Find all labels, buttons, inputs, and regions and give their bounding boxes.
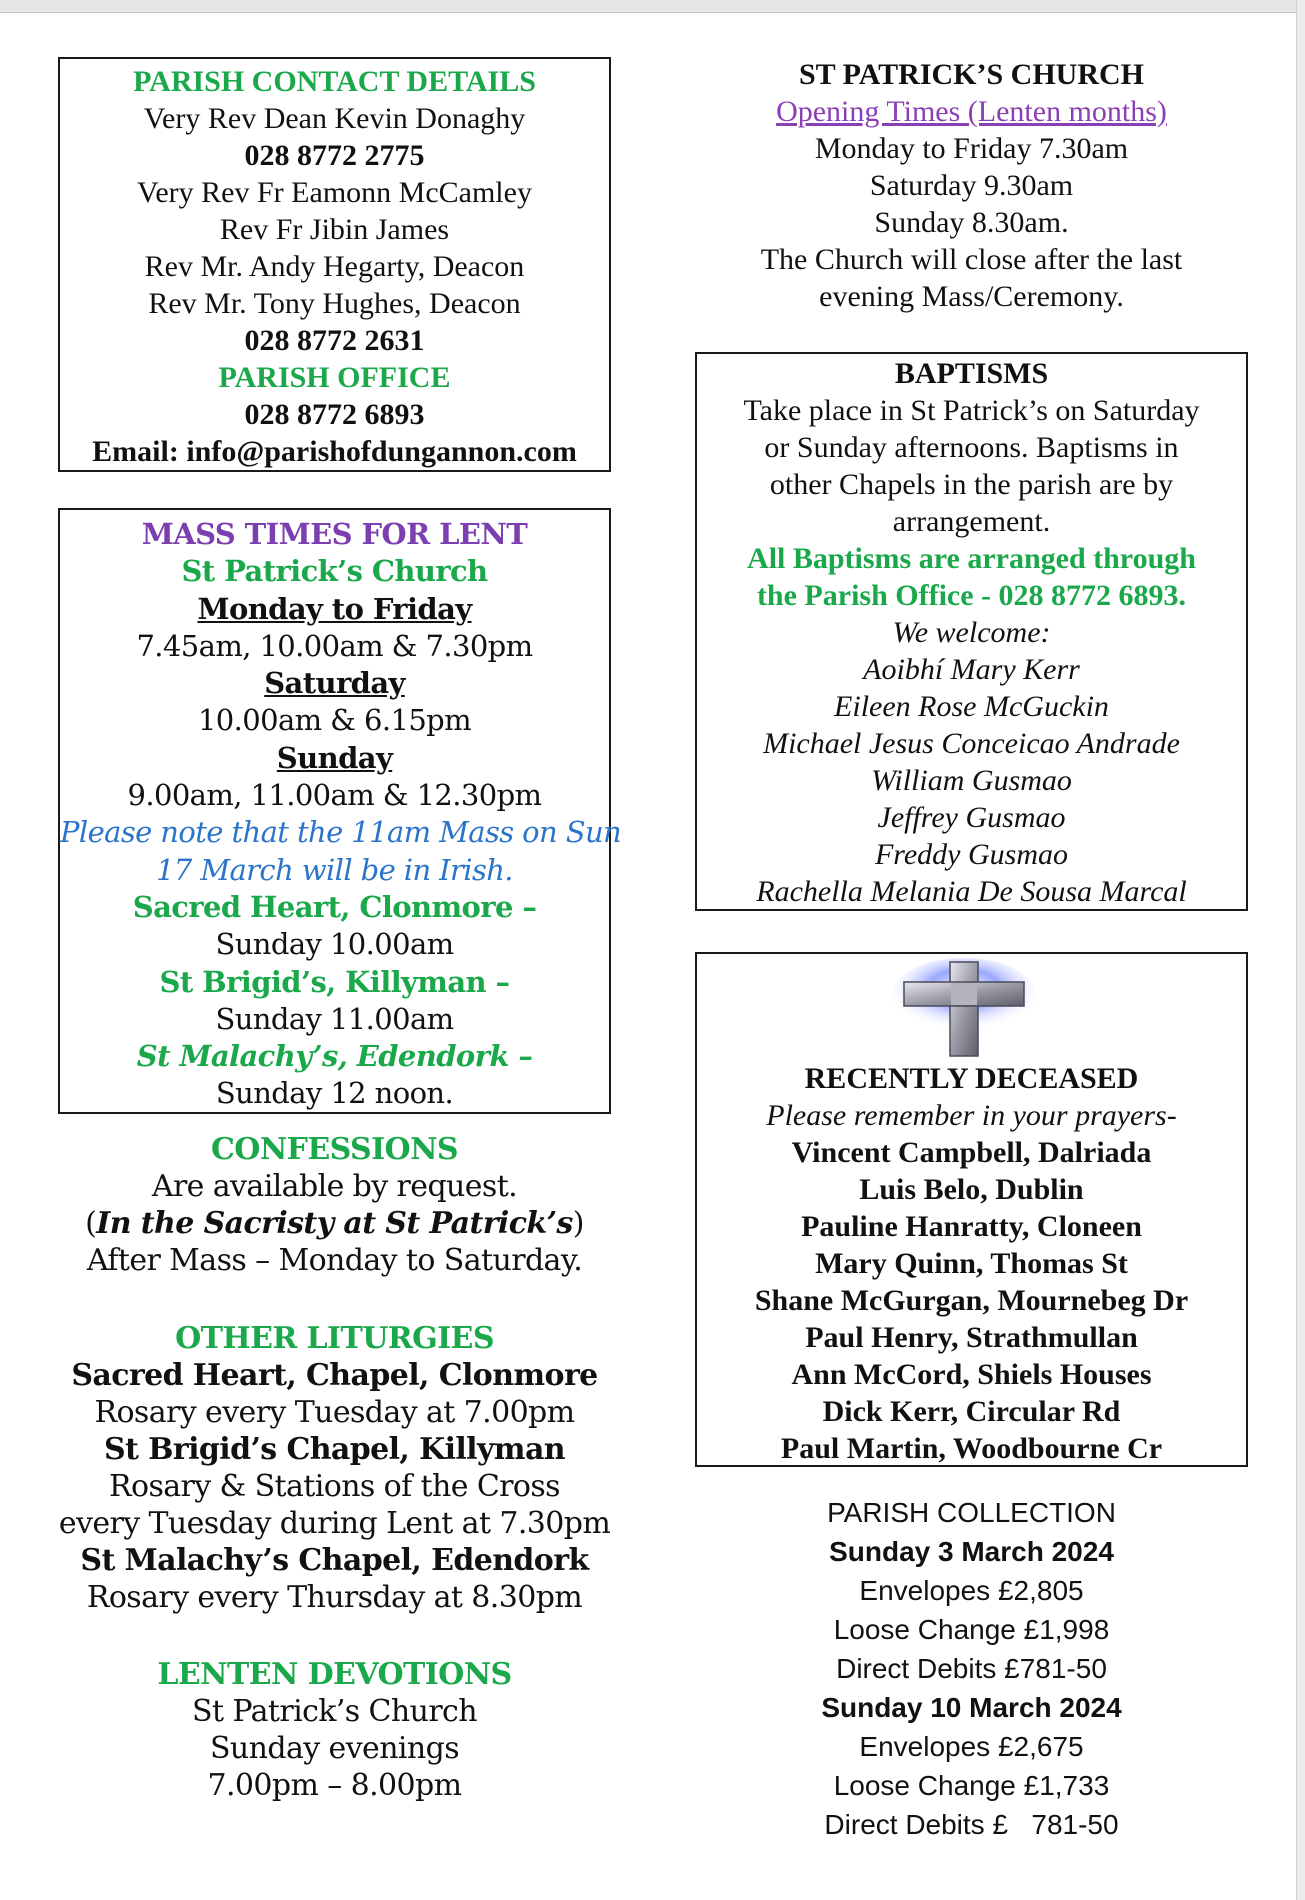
office-heading: PARISH OFFICE [218,361,451,394]
mass-clonmore-time: Sunday 10.00am [215,927,454,962]
baptism-name: Eileen Rose McGuckin [834,690,1109,723]
baptism-name: Rachella Melania De Sousa Marcal [756,875,1187,908]
contact-phone: 028 8772 2631 [244,324,425,357]
devotions-heading: LENTEN DEVOTIONS [157,1657,512,1692]
cross-icon [890,958,1038,1058]
baptisms-note: the Parish Office - 028 8772 6893. [756,579,1187,612]
baptisms-text: Take place in St Patrick’s on Saturday [743,394,1200,427]
baptism-name: Jeffrey Gusmao [877,801,1066,834]
baptisms-note: All Baptisms are arranged through [747,542,1196,575]
baptisms-box [695,352,1248,911]
opening-line: Monday to Friday 7.30am [814,132,1129,165]
church-opening-section [695,56,1248,315]
confessions-line: Are available by request. [151,1169,518,1204]
baptisms-welcome: We welcome: [892,616,1051,649]
baptism-name: Michael Jesus Conceicao Andrade [763,727,1180,760]
collection-date: Sunday 10 March 2024 [821,1692,1122,1723]
mass-clonmore: Sacred Heart, Clonmore – [132,889,537,924]
collection-amount: Loose Change £1,733 [833,1770,1110,1801]
deceased-name: Luis Belo, Dublin [859,1173,1084,1206]
contact-line: Very Rev Dean Kevin Donaghy [143,102,526,135]
collection-amount: Envelopes £2,675 [859,1731,1084,1762]
right-border [1296,0,1305,1900]
opening-line: Saturday 9.30am [869,169,1074,202]
confessions-heading: CONFESSIONS [211,1132,458,1167]
other-liturgies-section [58,1320,611,1616]
mass-heading: MASS TIMES FOR LENT [141,517,528,551]
confessions-line: After Mass – Monday to Saturday. [86,1243,583,1278]
deceased-subheading: Please remember in your prayers- [766,1099,1177,1132]
mass-sunday-times: 9.00am, 11.00am & 12.30pm [127,778,542,813]
deceased-name: Paul Martin, Woodbourne Cr [780,1432,1163,1465]
devotions-line: 7.00pm – 8.00pm [207,1768,462,1803]
mass-note: Please note that the 11am Mass on Sun [60,815,622,850]
baptism-name: Aoibhí Mary Kerr [863,653,1080,686]
liturgy-chapel: Sacred Heart, Chapel, Clonmore [71,1358,598,1393]
deceased-heading: RECENTLY DECEASED [804,1062,1139,1095]
deceased-name: Pauline Hanratty, Cloneen [801,1210,1142,1243]
opening-line: Sunday 8.30am. [874,206,1069,239]
deceased-name: Mary Quinn, Thomas St [815,1247,1128,1280]
mass-times-box [58,508,622,1114]
mass-edendork: St Malachy’s, Edendork – [136,1039,533,1074]
deceased-name: Dick Kerr, Circular Rd [822,1395,1121,1428]
devotions-line: Sunday evenings [209,1731,460,1766]
mass-killyman: St Brigid’s, Killyman – [159,964,510,999]
deceased-name: Paul Henry, Strathmullan [805,1321,1138,1354]
opening-line: The Church will close after the last [760,243,1183,276]
baptisms-heading: BAPTISMS [894,357,1049,390]
opening-times-link[interactable]: Opening Times (Lenten months) [776,95,1167,128]
parish-collection-section [695,1493,1248,1844]
contact-line: Rev Mr. Andy Hegarty, Deacon [144,250,525,283]
contact-heading: PARISH CONTACT DETAILS [133,65,536,98]
deceased-name: Ann McCord, Shiels Houses [791,1358,1152,1391]
liturgies-heading: OTHER LITURGIES [175,1321,494,1356]
collection-heading: PARISH COLLECTION [827,1497,1116,1528]
mass-edendork-time: Sunday 12 noon. [215,1076,454,1111]
devotions-line: St Patrick’s Church [192,1694,477,1729]
collection-amount: Direct Debits £781-50 [836,1653,1107,1684]
baptisms-text: arrangement. [892,505,1051,538]
liturgy-chapel: St Brigid’s Chapel, Killyman [103,1432,566,1467]
mass-saturday-times: 10.00am & 6.15pm [197,703,472,738]
deceased-name: Vincent Campbell, Dalriada [791,1136,1152,1169]
mass-saturday-label: Saturday [264,666,405,701]
liturgy-detail: Rosary & Stations of the Cross [109,1469,560,1504]
baptisms-text: other Chapels in the parish are by [769,468,1174,501]
baptism-name: William Gusmao [871,764,1072,797]
office-phone: 028 8772 6893 [244,398,425,431]
mass-weekday-times: 7.45am, 10.00am & 7.30pm [136,628,533,663]
contact-phone: 028 8772 2775 [244,139,425,172]
top-border [0,0,1305,13]
mass-church: St Patrick’s Church [181,554,488,589]
liturgy-detail: every Tuesday during Lent at 7.30pm [58,1506,611,1541]
confessions-line: (In the Sacristy at St Patrick’s) [85,1206,584,1241]
office-email: Email: info@parishofdungannon.com [92,435,577,468]
contact-line: Rev Mr. Tony Hughes, Deacon [148,287,521,320]
lenten-devotions-section [58,1656,611,1804]
collection-date: Sunday 3 March 2024 [829,1536,1114,1567]
baptism-name: Freddy Gusmao [874,838,1069,871]
opening-line: evening Mass/Ceremony. [819,280,1124,313]
mass-note: 17 March will be in Irish. [156,852,513,887]
opening-heading: ST PATRICK’S CHURCH [798,58,1145,91]
mass-sunday-label: Sunday [276,740,393,775]
deceased-name: Shane McGurgan, Mournebeg Dr [754,1284,1189,1317]
recently-deceased-box [695,952,1248,1467]
contact-line: Very Rev Fr Eamonn McCamley [137,176,532,209]
confessions-section [58,1131,611,1279]
liturgy-detail: Rosary every Thursday at 8.30pm [86,1580,583,1615]
liturgy-chapel: St Malachy’s Chapel, Edendork [80,1543,589,1578]
collection-amount: Envelopes £2,805 [859,1575,1084,1606]
mass-killyman-time: Sunday 11.00am [215,1001,454,1036]
parish-contact-box [58,57,611,472]
mass-weekday-label: Monday to Friday [197,591,472,626]
contact-line: Rev Fr Jibin James [219,213,450,246]
baptisms-text: or Sunday afternoons. Baptisms in [764,431,1179,464]
cross-icon-wrap [697,958,1246,1060]
collection-amount: Loose Change £1,998 [833,1614,1110,1645]
liturgy-detail: Rosary every Tuesday at 7.00pm [94,1395,575,1430]
collection-amount: Direct Debits £ 781-50 [824,1809,1119,1840]
